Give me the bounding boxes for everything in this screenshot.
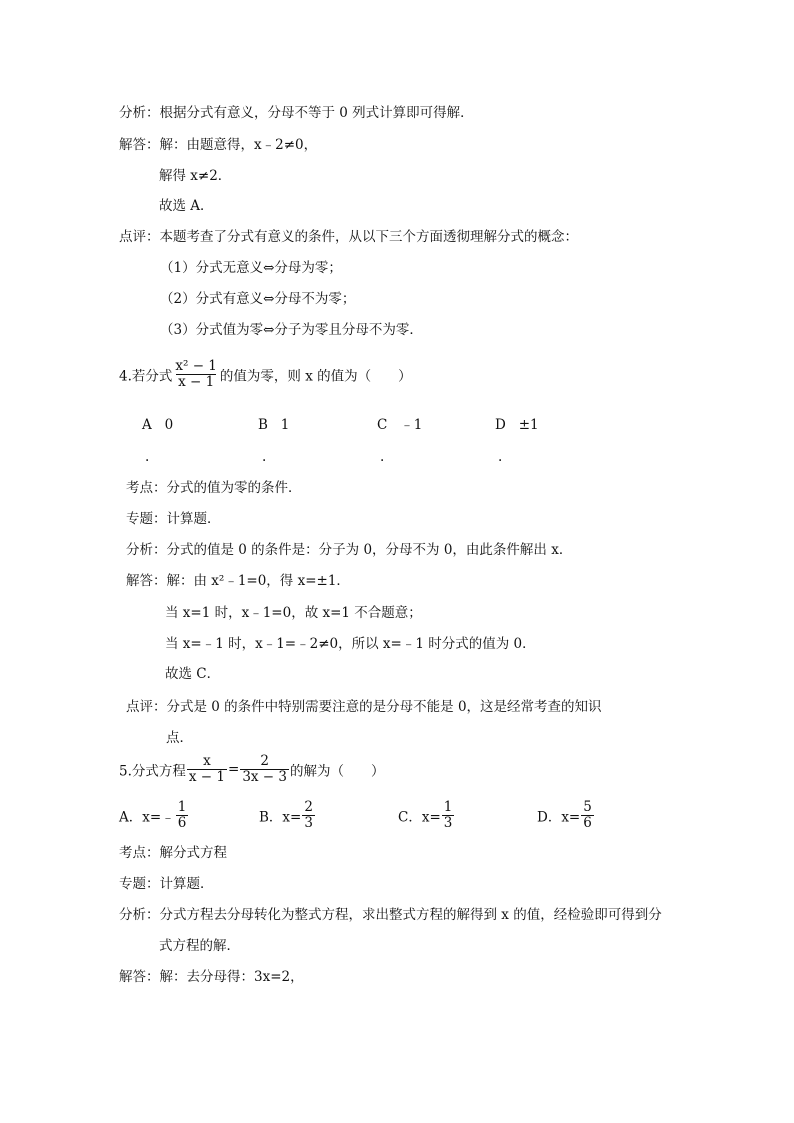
- q4-suffix: 的值为零，则 x 的值为（ ）: [219, 368, 412, 385]
- q4-fraction: [173, 359, 219, 390]
- q4-option-d-dot: .: [498, 449, 503, 465]
- q5-stem: [119, 754, 385, 785]
- q4-case-1: 当 x=1 时，x﹣1=0，故 x=1 不合题意；: [165, 605, 422, 621]
- q5-option-c[interactable]: [398, 800, 455, 831]
- option-den: 3: [443, 815, 453, 831]
- option-fraction: [581, 800, 594, 831]
- option-den: 3: [304, 815, 313, 831]
- option-value: 1: [280, 417, 290, 433]
- option-label: C．x=: [398, 809, 441, 826]
- q4-option-a-dot: .: [145, 449, 150, 465]
- q5-answer: 解答：解：去分母得：3x=2，: [119, 969, 304, 985]
- q5-option-a[interactable]: [119, 800, 189, 831]
- q5-prefix: 5.分式方程: [119, 763, 186, 780]
- option-value: ﹣1: [400, 417, 423, 433]
- q4-analysis: 分析：分式的值是 0 的条件是：分子为 0，分母不为 0，由此条件解出 x．: [126, 542, 573, 558]
- q3-point-3: （3）分式值为零⇔分子为零且分母不为零．: [160, 322, 423, 338]
- option-letter: B: [258, 417, 268, 433]
- option-fraction: [176, 800, 189, 831]
- option-num: 5: [583, 799, 592, 815]
- option-value: 0: [164, 417, 174, 433]
- q3-point-2: （2）分式有意义⇔分母不为零；: [160, 291, 356, 307]
- q4-option-c[interactable]: [377, 416, 422, 434]
- q4-comment: 点评：分式是 0 的条件中特别需要注意的是分母不能是 0，这是经常考查的知识: [126, 699, 602, 715]
- option-fraction: [442, 800, 455, 831]
- q3-solve: 解得 x≠2．: [159, 168, 232, 184]
- option-letter: A: [142, 417, 152, 433]
- option-fraction: [302, 800, 315, 831]
- q5-rhs-num: 2: [260, 753, 269, 769]
- q4-stem: [119, 359, 412, 390]
- q4-frac-den: x − 1: [178, 374, 215, 390]
- q3-analysis: 分析：根据分式有意义，分母不等于 0 列式计算即可得解．: [119, 105, 474, 121]
- q4-prefix: 4.若分式: [119, 368, 173, 385]
- option-value: ±1: [518, 417, 539, 433]
- q4-case-2: 当 x=﹣1 时，x﹣1=﹣2≠0，所以 x=﹣1 时分式的值为 0．: [165, 636, 536, 652]
- q4-kaodian: 考点：分式的值为零的条件．: [126, 480, 302, 496]
- q5-rhs-fraction: [240, 754, 289, 785]
- q5-kaodian: 考点：解分式方程: [119, 845, 227, 861]
- q4-zhuanti: 专题：计算题．: [126, 511, 221, 527]
- q3-answer: 解答：解：由题意得，x﹣2≠0，: [119, 137, 318, 153]
- q3-comment: 点评：本题考查了分式有意义的条件，从以下三个方面透彻理解分式的概念：: [119, 229, 578, 245]
- q4-option-a[interactable]: [142, 416, 173, 434]
- option-num: 1: [443, 799, 453, 815]
- option-label: D．x=: [537, 809, 581, 826]
- q5-lhs-den: x − 1: [188, 769, 225, 785]
- q4-answer: 解答：解：由 x²﹣1=0，得 x=±1．: [126, 573, 350, 589]
- q4-option-b[interactable]: [258, 416, 289, 434]
- q5-lhs-fraction: [187, 754, 227, 785]
- option-num: 1: [177, 799, 187, 815]
- q5-zhuanti: 专题：计算题．: [119, 876, 214, 892]
- q4-option-d[interactable]: [495, 416, 539, 434]
- q5-equals: =: [228, 761, 240, 778]
- option-label: B．x=: [259, 809, 302, 826]
- q3-choose: 故选 A．: [159, 198, 214, 214]
- option-letter: D: [495, 417, 506, 433]
- q5-rhs-den: 3x − 3: [242, 769, 287, 785]
- q5-option-d[interactable]: [537, 800, 595, 831]
- q5-option-b[interactable]: [259, 800, 316, 831]
- q4-option-c-dot: .: [380, 449, 385, 465]
- q4-option-b-dot: .: [262, 449, 267, 465]
- q5-analysis: 分析：分式方程去分母转化为整式方程，求出整式方程的解得到 x 的值，经检验即可得到分: [119, 907, 662, 923]
- q4-frac-num: x² − 1: [175, 358, 217, 374]
- option-sign: ﹣: [161, 809, 175, 826]
- q5-suffix: 的解为（ ）: [290, 763, 385, 780]
- option-num: 2: [304, 799, 313, 815]
- option-den: 6: [583, 815, 592, 831]
- option-den: 6: [177, 815, 187, 831]
- q5-lhs-num: x: [203, 753, 211, 769]
- q3-point-1: （1）分式无意义⇔分母为零；: [160, 260, 342, 276]
- q5-analysis-cont: 式方程的解．: [159, 938, 240, 954]
- q4-choose: 故选 C．: [165, 666, 221, 682]
- option-label: A．x=: [119, 809, 162, 826]
- q4-comment-cont: 点．: [166, 730, 193, 746]
- option-letter: C: [377, 417, 388, 433]
